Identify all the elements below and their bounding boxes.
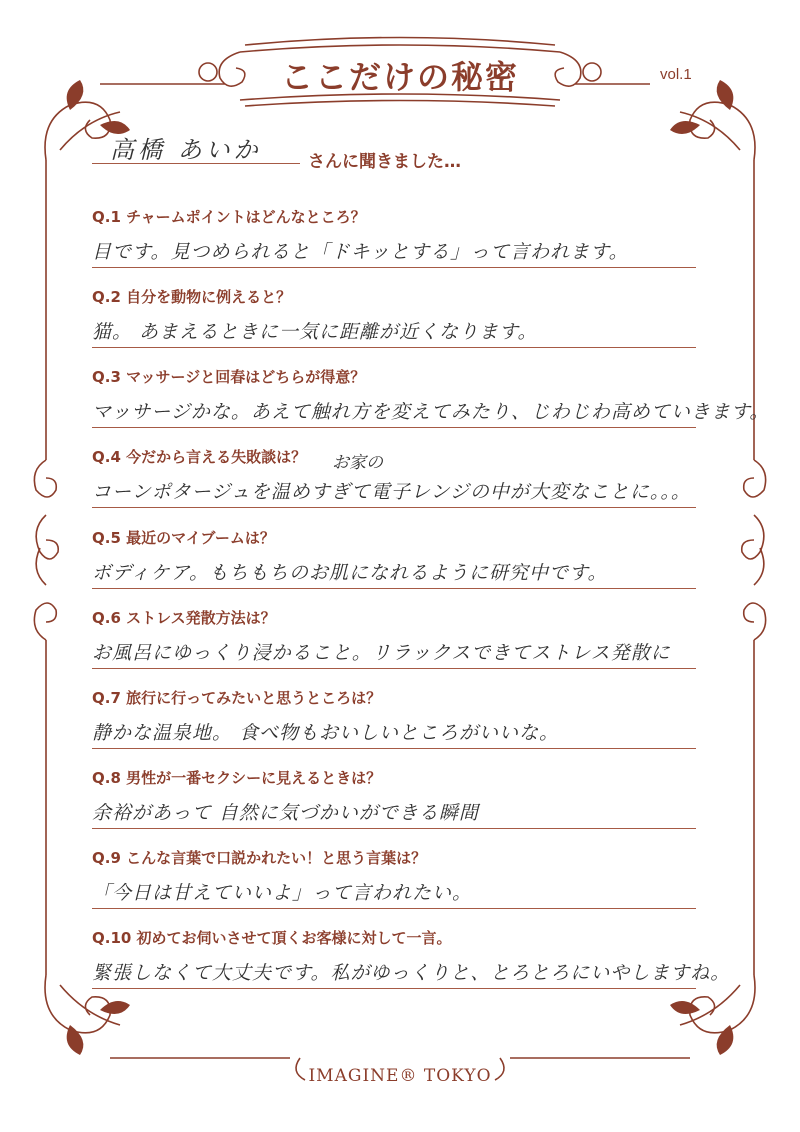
- interviewee-name: 高橋 あいか: [110, 136, 262, 164]
- answer: コーンポタージュを温めすぎて電子レンジの中が大変なことに。。。: [92, 481, 691, 503]
- answer: 静かな温泉地。 食べ物もおいしいところがいいな。: [92, 722, 560, 744]
- answer: マッサージかな。あえて触れ方を変えてみたり、じわじわ高めていきます。: [92, 401, 770, 423]
- qa-item-5: [92, 527, 696, 589]
- name-underline: [92, 163, 300, 164]
- answer-line: [92, 668, 696, 669]
- answer: お風呂にゆっくり浸かること。リラックスできてストレス発散に: [92, 642, 671, 664]
- question: Q.10 初めてお伺いさせて頂くお客様に対して一言。: [92, 929, 452, 947]
- question: Q.2 自分を動物に例えると？: [92, 288, 292, 306]
- answer: ボディケア。もちもちのお肌になれるように研究中です。: [92, 562, 608, 584]
- question: Q.7 旅行に行ってみたいと思うところは？: [92, 689, 382, 707]
- question: Q.8 男性が一番セクシーに見えるときは？: [92, 769, 382, 787]
- answer: 余裕があって 自然に気づかいができる瞬間: [92, 802, 479, 824]
- qa-item-7: [92, 687, 696, 749]
- page-title: ここだけの秘密: [280, 58, 519, 96]
- volume-label: vol.1: [660, 66, 692, 83]
- answer-line: [92, 908, 696, 909]
- question: Q.5 最近のマイブームは？: [92, 529, 275, 547]
- answer-insertion-note: お家の: [332, 453, 383, 473]
- question: Q.3 マッサージと回春はどちらが得意？: [92, 368, 366, 386]
- answer: 緊張しなくて大丈夫です。私がゆっくりと、とろとろにいやしますね。: [92, 962, 731, 984]
- qa-item-2: [92, 286, 696, 348]
- answer: 目です。見つめられると「ドキッとする」って言われます。: [92, 241, 629, 263]
- qa-item-6: [92, 607, 696, 669]
- answer-line: [92, 828, 696, 829]
- answer-line: [92, 347, 696, 348]
- qa-item-10: [92, 927, 731, 989]
- name-suffix: さんに聞きました…: [308, 152, 461, 172]
- question: Q.9 こんな言葉で口説かれたい！と思う言葉は？: [92, 849, 427, 867]
- qa-item-4: [92, 446, 696, 508]
- question: Q.4 今だから言える失敗談は？: [92, 448, 307, 466]
- question: Q.6 ストレス発散方法は？: [92, 609, 276, 627]
- answer-line: [92, 427, 696, 428]
- qa-item-9: [92, 847, 696, 909]
- answer-line: [92, 748, 696, 749]
- answer-line: [92, 267, 696, 268]
- qa-item-8: [92, 767, 696, 829]
- answer: 猫。 あまえるときに一気に距離が近くなります。: [92, 321, 538, 343]
- answer-line: [92, 988, 696, 989]
- answer: 「今日は甘えていいよ」って言われたい。: [92, 882, 473, 904]
- answer-line: [92, 588, 696, 589]
- brand-footer: IMAGINE® TOKYO: [308, 1066, 492, 1086]
- question: Q.1 チャームポイントはどんなところ？: [92, 208, 366, 226]
- answer-line: [92, 507, 696, 508]
- qa-item-1: [92, 206, 696, 268]
- qa-item-3: [92, 366, 770, 428]
